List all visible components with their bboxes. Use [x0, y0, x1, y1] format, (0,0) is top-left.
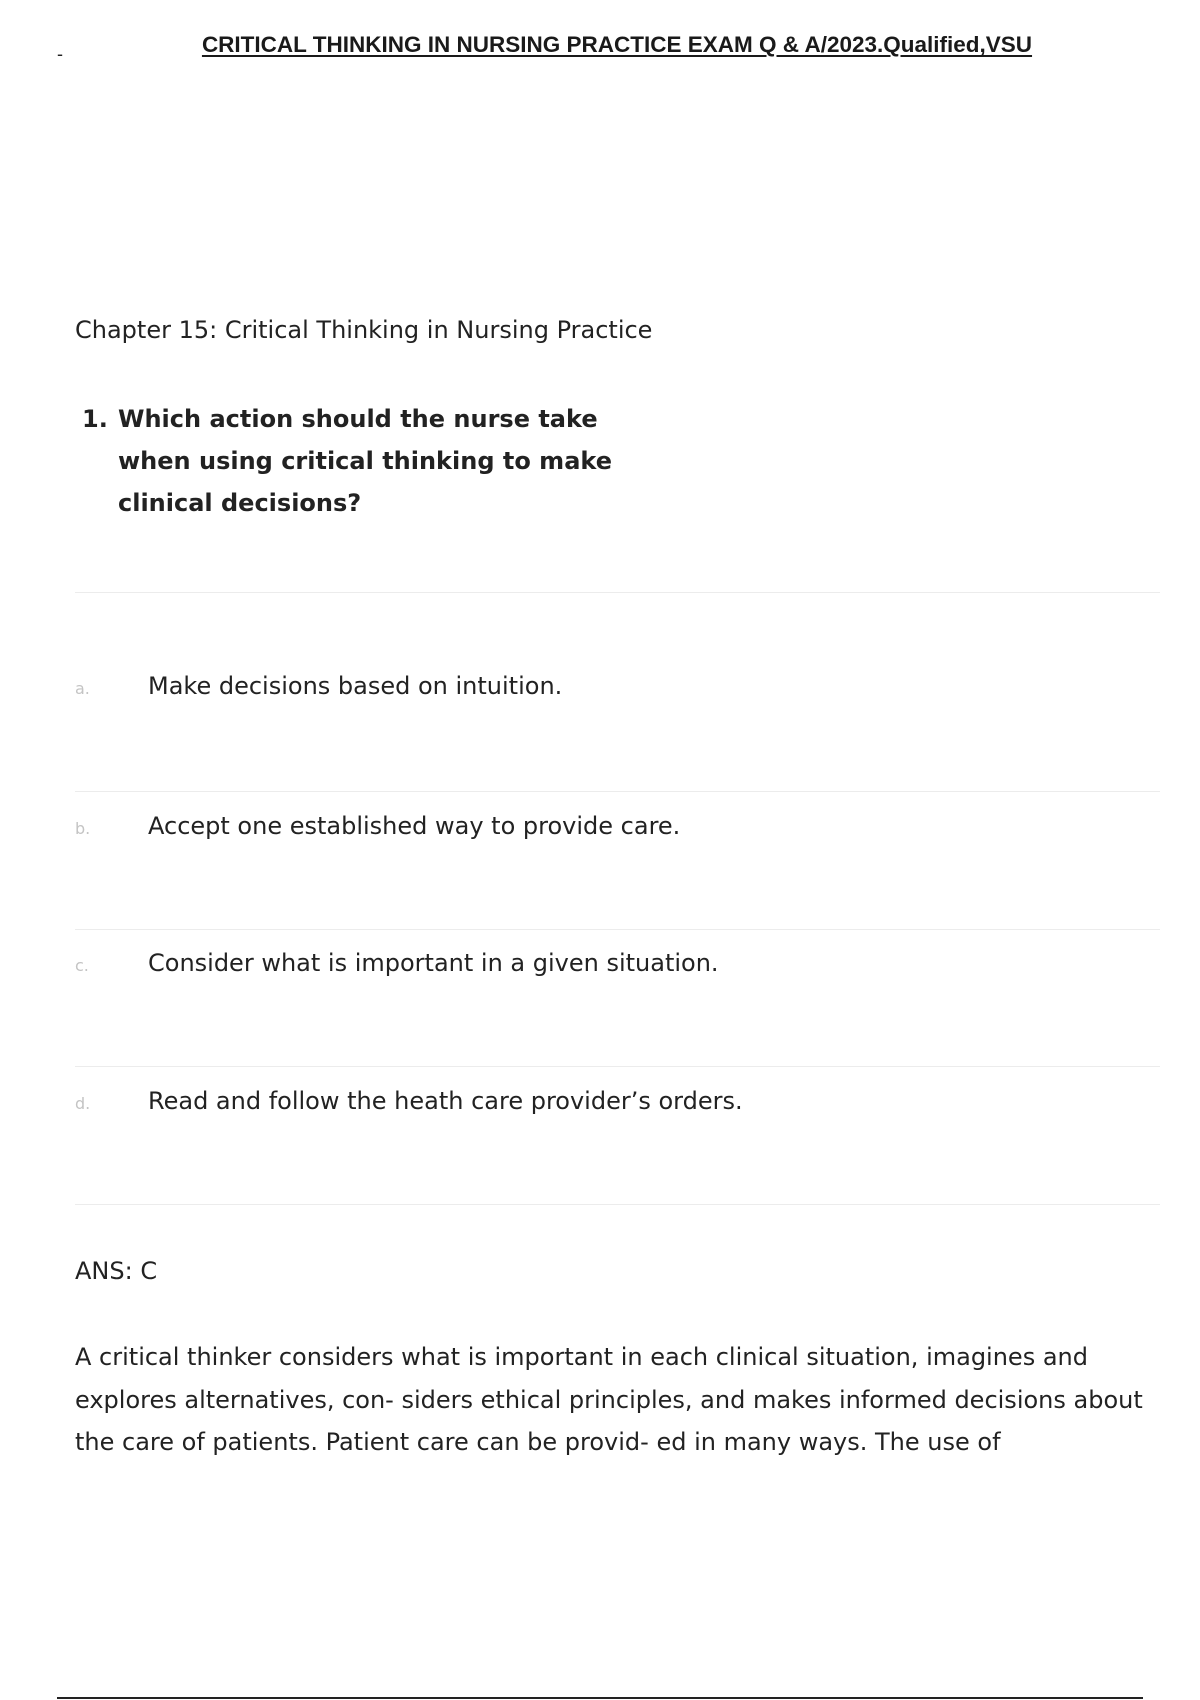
question-text: Which action should the nurse take when using critical thinking to make clinical decisions?: [118, 405, 612, 517]
option-letter: b.: [75, 819, 91, 838]
divider: [75, 1066, 1160, 1067]
answer-rationale: A critical thinker considers what is important in each clinical situation, imagines and explores alternatives, con- siders ethical principles, and makes informed decisions about the care of patients. Patient care can be provid- ed in many ways. The use of: [75, 1343, 1143, 1456]
answer-key: ANS: C: [75, 1257, 158, 1285]
option-c: [75, 949, 719, 977]
option-text: Accept one established way to provide care.: [148, 812, 681, 840]
header-marker: -: [57, 44, 63, 64]
option-letter: a.: [75, 679, 90, 698]
divider: [75, 791, 1160, 792]
question-block: [82, 398, 642, 524]
chapter-heading: Chapter 15: Critical Thinking in Nursing Practice: [75, 316, 653, 344]
footer-rule: [57, 1697, 1143, 1699]
option-d: [75, 1087, 743, 1115]
option-text: Make decisions based on intuition.: [148, 672, 563, 700]
option-letter: d.: [75, 1094, 91, 1113]
option-b: [75, 812, 680, 840]
option-text: Read and follow the heath care provider’s orders.: [148, 1087, 743, 1115]
divider: [75, 929, 1160, 930]
divider: [75, 1204, 1160, 1205]
option-a: [75, 672, 562, 700]
option-text: Consider what is important in a given situation.: [148, 949, 719, 977]
option-letter: c.: [75, 956, 89, 975]
question-number: 1.: [82, 405, 108, 433]
divider: [75, 592, 1160, 593]
document-title: CRITICAL THINKING IN NURSING PRACTICE EXAM Q & A/2023.Qualified,VSU: [201, 32, 1033, 57]
